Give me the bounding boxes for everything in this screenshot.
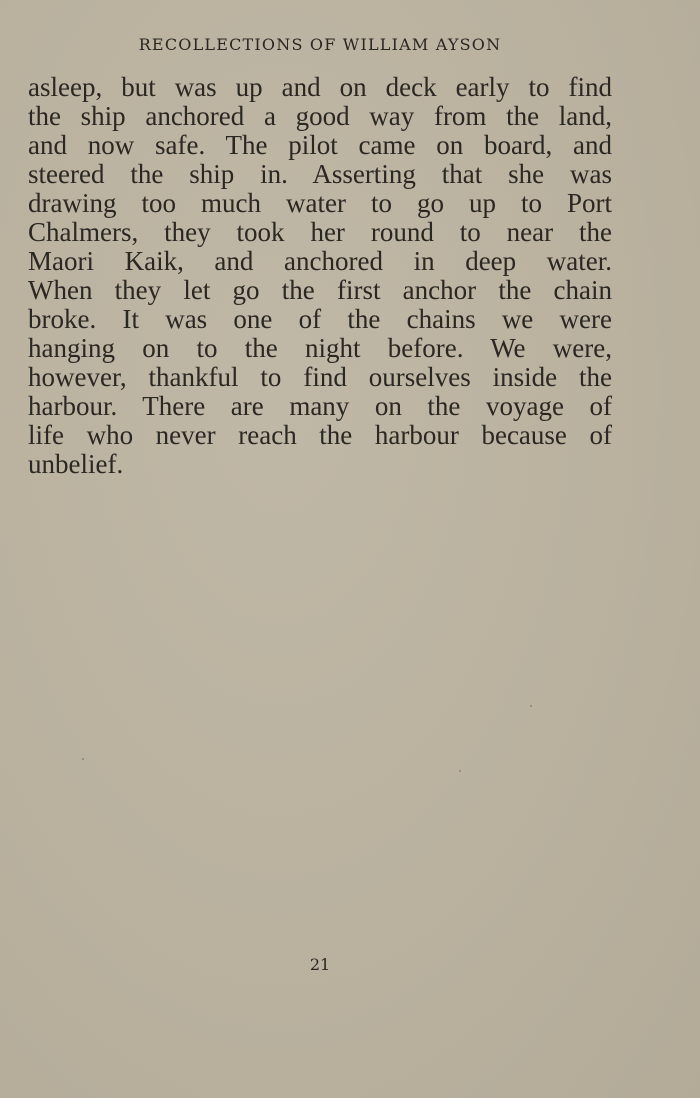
- text-line: When they let go the first anchor the chain: [28, 275, 612, 305]
- text-line: Chalmers, they took her round to near the: [28, 217, 612, 247]
- text-line: drawing too much water to go up to Port: [28, 188, 612, 218]
- text-line: however, thankful to find ourselves inside the: [28, 362, 612, 392]
- paper-speck: [82, 758, 84, 760]
- text-line: Maori Kaik, and anchored in deep water.: [28, 246, 612, 276]
- text-line: and now safe. The pilot came on board, and: [28, 130, 612, 160]
- text-line: hanging on to the night before. We were,: [28, 333, 612, 363]
- paper-speck: [459, 770, 461, 772]
- page-number: 21: [309, 955, 331, 974]
- text-line: unbelief.: [28, 449, 124, 479]
- text-line: asleep, but was up and on deck early to find: [28, 72, 612, 102]
- text-line: steered the ship in. Asserting that she was: [28, 159, 612, 189]
- paper-speck: [530, 705, 532, 707]
- running-head: RECOLLECTIONS OF WILLIAM AYSON: [138, 35, 502, 54]
- text-line: broke. It was one of the chains we were: [28, 304, 612, 334]
- text-line: the ship anchored a good way from the land,: [28, 101, 612, 131]
- text-line: harbour. There are many on the voyage of: [28, 391, 612, 421]
- body-text: [28, 73, 612, 479]
- text-line: life who never reach the harbour because of: [28, 420, 612, 450]
